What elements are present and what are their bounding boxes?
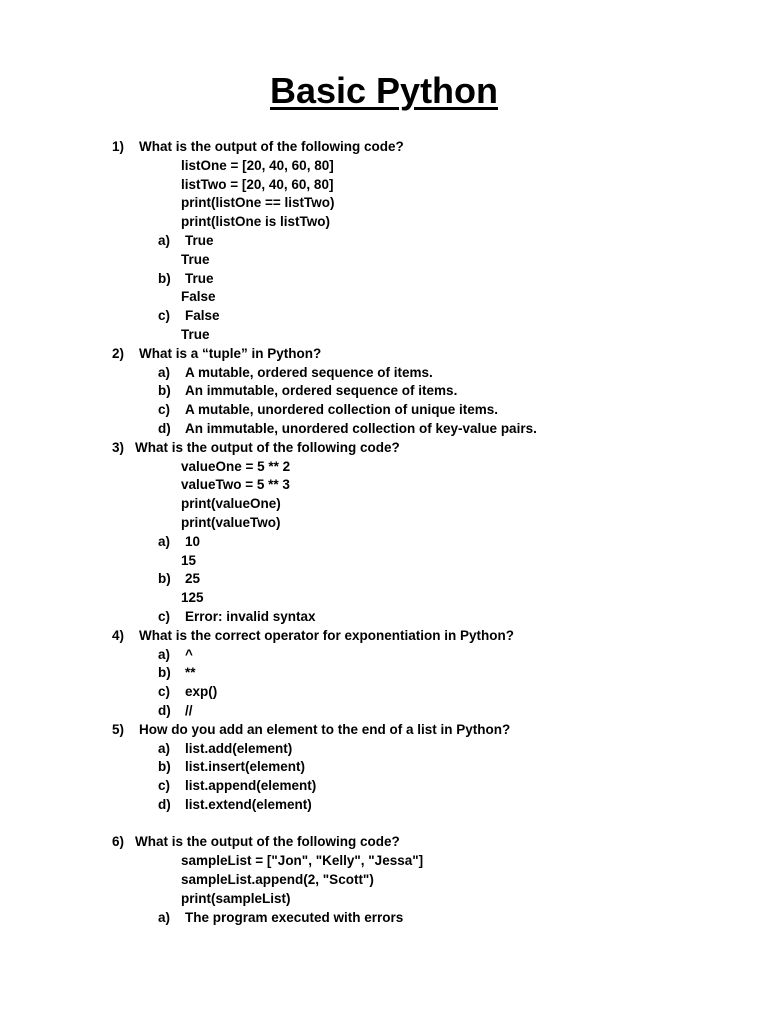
option-text: An immutable, unordered collection of key-value pairs. (185, 420, 537, 436)
option-text: A mutable, ordered sequence of items. (185, 364, 433, 380)
question-text: What is the output of the following code? (135, 834, 400, 850)
question-2 (0, 345, 768, 364)
question-text: What is the output of the following code? (135, 439, 400, 455)
option-letter: b) (158, 270, 171, 286)
question-text: What is a “tuple” in Python? (139, 345, 322, 361)
code-line: print(listOne is listTwo) (181, 214, 331, 230)
option-text: list.add(element) (185, 740, 293, 756)
code-line: print(sampleList) (181, 890, 291, 906)
option-text: True (185, 232, 214, 248)
option-text: ** (185, 665, 196, 681)
code-line: sampleList.append(2, "Scott") (181, 872, 374, 888)
option-a (0, 533, 768, 552)
option-a (0, 364, 768, 383)
option-text: exp() (185, 684, 218, 700)
question-number: 1) (112, 139, 125, 154)
option-letter: c) (158, 684, 171, 700)
option-letter: c) (158, 308, 171, 324)
option-text: 25 (185, 571, 201, 587)
option-a (0, 232, 768, 251)
question-text: What is the output of the following code? (139, 139, 404, 154)
option-b (0, 758, 768, 777)
option-letter: a) (158, 364, 171, 380)
option-text: ^ (185, 646, 193, 662)
option-a (0, 909, 768, 928)
option-continuation: False (181, 289, 216, 305)
option-c (0, 401, 768, 420)
option-b (0, 570, 768, 589)
option-letter: d) (158, 420, 171, 436)
question-5 (0, 721, 768, 740)
option-letter: a) (158, 533, 171, 549)
option-c (0, 777, 768, 796)
option-continuation: True (181, 251, 210, 267)
question-number: 2) (112, 345, 125, 361)
code-line: print(valueTwo) (181, 514, 281, 530)
page-title: Basic Python (269, 70, 499, 111)
question-number: 6) (112, 834, 125, 850)
option-text: A mutable, unordered collection of unique items. (185, 402, 499, 418)
option-text: An immutable, ordered sequence of items. (185, 383, 458, 399)
code-line: valueTwo = 5 ** 3 (181, 477, 290, 493)
option-text: False (185, 308, 220, 324)
option-text: list.extend(element) (185, 796, 312, 812)
option-d (0, 796, 768, 815)
question-list (0, 138, 768, 927)
option-letter: a) (158, 740, 171, 756)
option-text: 10 (185, 533, 201, 549)
option-letter: a) (158, 646, 171, 662)
option-continuation: True (181, 326, 210, 342)
option-letter: c) (158, 778, 171, 794)
option-c (0, 608, 768, 627)
code-line: print(listOne == listTwo) (181, 195, 335, 211)
option-letter: a) (158, 909, 171, 925)
option-letter: b) (158, 383, 171, 399)
option-text: list.append(element) (185, 778, 317, 794)
option-b (0, 270, 768, 289)
option-continuation: 15 (181, 552, 197, 568)
option-letter: b) (158, 665, 171, 681)
spacer (0, 815, 768, 834)
question-text: What is the correct operator for exponentiation in Python? (139, 627, 515, 643)
option-continuation: 125 (181, 590, 204, 606)
code-line: listOne = [20, 40, 60, 80] (181, 157, 334, 173)
option-d (0, 420, 768, 439)
question-text: How do you add an element to the end of a list in Python? (139, 721, 511, 737)
code-line: print(valueOne) (181, 496, 281, 512)
option-b (0, 382, 768, 401)
question-1 (0, 138, 768, 157)
option-letter: b) (158, 759, 171, 775)
option-letter: c) (158, 402, 171, 418)
option-letter: b) (158, 571, 171, 587)
question-4 (0, 627, 768, 646)
option-letter: d) (158, 702, 171, 718)
option-d (0, 702, 768, 721)
option-text: True (185, 270, 214, 286)
option-a (0, 740, 768, 759)
option-b (0, 664, 768, 683)
question-number: 4) (112, 627, 125, 643)
option-c (0, 683, 768, 702)
option-c (0, 307, 768, 326)
option-text: list.insert(element) (185, 759, 306, 775)
option-letter: d) (158, 796, 171, 812)
code-line: valueOne = 5 ** 2 (181, 458, 291, 474)
option-text: // (185, 702, 193, 718)
code-line: listTwo = [20, 40, 60, 80] (181, 176, 334, 192)
question-number: 3) (112, 439, 125, 455)
option-text: The program executed with errors (185, 909, 404, 925)
question-3 (0, 439, 768, 458)
question-6 (0, 833, 768, 852)
option-a (0, 646, 768, 665)
option-letter: c) (158, 608, 171, 624)
code-line: sampleList = ["Jon", "Kelly", "Jessa"] (181, 853, 424, 869)
option-letter: a) (158, 232, 171, 248)
question-number: 5) (112, 721, 125, 737)
option-text: Error: invalid syntax (185, 608, 316, 624)
